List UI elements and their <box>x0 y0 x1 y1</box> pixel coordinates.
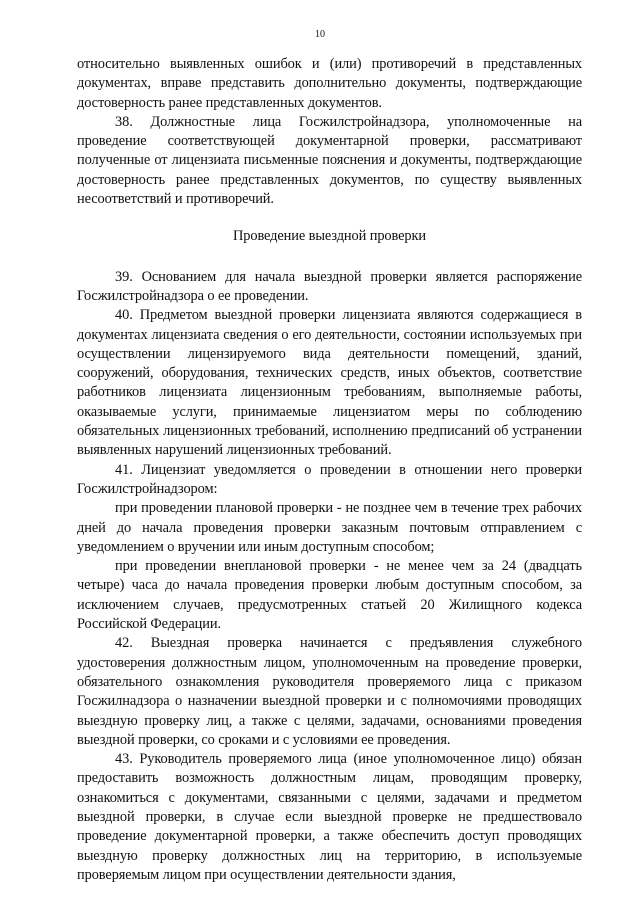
page-number: 10 <box>315 29 325 40</box>
paragraph-41-planned: при проведении плановой проверки - не позднее чем в течение трех рабочих дней до начала проведения проверки заказным почтовым отправлением с уведомлением о вручении или иным доступным способом; <box>77 500 582 555</box>
paragraph-continuation: относительно выявленных ошибок и (или) противоречий в представленных документах, вправе представить дополнительно документы, подтверждающие достоверность ранее представленных документов. <box>77 56 582 111</box>
paragraph-42: 42. Выездная проверка начинается с предъявления служебного удостоверения должностным лицом, уполномоченным на проведение проверки, обязательного ознакомления руководителя проверяемого лица с приказом Госжилнадзора о назначении выездной проверки и с полномочиями проводящих выездную проверку лиц, а также с целями, задачами, основаниями проведения выездной проверки, со сроками и с условиями ее проведения. <box>77 635 582 748</box>
paragraph-38: 38. Должностные лица Госжилстройнадзора, уполномоченные на проведение соответствующей документарной проверки, рассматривают полученные от лицензиата письменные пояснения и документы, подтверждающие достоверность ранее представленных документов, по существу выявленных несоответствий и противоречий. <box>77 113 582 208</box>
section-heading: Проведение выездной проверки <box>232 228 427 245</box>
paragraph-43: 43. Руководитель проверяемого лица (иное уполномоченное лицо) обязан предоставить возможность должностным лицам, проводящим проверку, ознакомиться с документами, связанными с целями, задачами и предметом выездной проверки, в случае если выездной проверке не предшествовало проведение документарной проверки, а также обеспечить доступ проводящих выездную проверку должностных лиц на территорию, в используемые проверяемым лицом при осуществлении деятельности здания, <box>77 751 582 883</box>
paragraph-40: 40. Предметом выездной проверки лицензиата являются содержащиеся в документах лицензиата сведения о его деятельности, состоянии используемых при осуществлении лицензируемого вида деятельности помещений, зданий, сооружений, оборудования, технических средств, иных объектов, соответствие работников лицензиата лицензионным требованиям, выполняемые работы, оказываемые услуги, принимаемые лицензиатом меры по соблюдению обязательных лицензионных требований, исполнению предписаний об устранении выявленных нарушений лицензионных требований. <box>77 307 582 459</box>
paragraph-41-unplanned: при проведении внеплановой проверки - не менее чем за 24 (двадцать четыре) часа до начала проведения проверки любым доступным способом, за исключением случаев, предусмотренных статьей 20 Жилищного кодекса Российской Федерации. <box>77 558 582 633</box>
paragraph-39: 39. Основанием для начала выездной проверки является распоряжение Госжилстройнадзора о ее проведении. <box>77 268 582 304</box>
paragraph-41: 41. Лицензиат уведомляется о проведении в отношении него проверки Госжилстройнадзором: <box>77 461 582 497</box>
document-body <box>77 55 582 885</box>
